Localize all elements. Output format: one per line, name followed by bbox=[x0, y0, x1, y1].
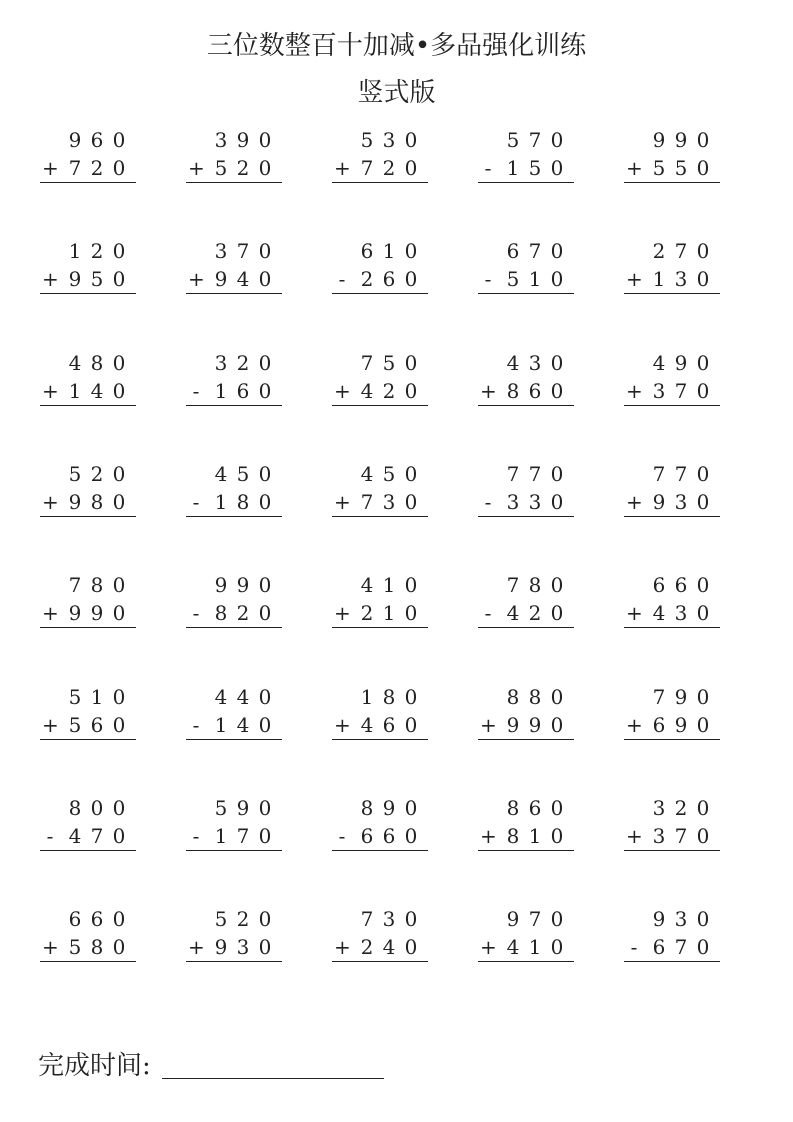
problem-7-1 bbox=[40, 794, 136, 850]
bottom-row bbox=[332, 488, 428, 517]
bottom-operand: 1 3 0 bbox=[652, 267, 710, 292]
page-subtitle: 竖式版 bbox=[357, 78, 436, 108]
operator: + bbox=[480, 378, 497, 403]
operator: + bbox=[626, 378, 643, 403]
problem-6-4 bbox=[478, 683, 574, 739]
operator: + bbox=[480, 935, 497, 960]
bottom-row bbox=[624, 377, 720, 406]
problem-8-2 bbox=[186, 905, 282, 961]
operator: + bbox=[42, 489, 59, 514]
bottom-row bbox=[332, 711, 428, 740]
bottom-row bbox=[478, 377, 574, 406]
operator: + bbox=[334, 935, 351, 960]
top-operand: 7 8 0 bbox=[68, 573, 126, 598]
problem-6-5 bbox=[624, 683, 720, 739]
operator: + bbox=[480, 823, 497, 848]
operator: + bbox=[42, 156, 59, 180]
operator: - bbox=[192, 489, 200, 514]
bottom-operand: 1 7 0 bbox=[214, 823, 272, 848]
bottom-operand: 4 1 0 bbox=[506, 935, 564, 960]
bottom-row bbox=[186, 822, 282, 851]
bottom-row bbox=[478, 154, 574, 183]
operator: + bbox=[334, 712, 351, 737]
bottom-operand: 3 3 0 bbox=[506, 489, 564, 514]
bottom-row bbox=[478, 265, 574, 294]
problem-5-3 bbox=[332, 571, 428, 627]
operator: + bbox=[334, 489, 351, 514]
operator: - bbox=[484, 156, 492, 180]
top-operand: 8 8 0 bbox=[506, 684, 564, 709]
problem-4-1 bbox=[40, 460, 136, 516]
top-operand: 1 2 0 bbox=[68, 239, 126, 264]
bottom-operand: 2 1 0 bbox=[360, 601, 418, 626]
operator: + bbox=[188, 156, 205, 180]
top-operand: 9 9 0 bbox=[214, 573, 272, 598]
operator: + bbox=[42, 601, 59, 626]
bottom-row bbox=[186, 933, 282, 962]
top-operand: 9 6 0 bbox=[68, 128, 126, 152]
bottom-operand: 9 8 0 bbox=[68, 489, 126, 514]
operator: + bbox=[626, 267, 643, 292]
bottom-row bbox=[624, 488, 720, 517]
problem-1-4 bbox=[478, 126, 574, 182]
bottom-row bbox=[624, 154, 720, 183]
operator: - bbox=[192, 601, 200, 626]
bottom-operand: 8 6 0 bbox=[506, 378, 564, 403]
bottom-operand: 3 7 0 bbox=[652, 823, 710, 848]
operator: + bbox=[626, 823, 643, 848]
top-operand: 7 8 0 bbox=[506, 573, 564, 598]
operator: + bbox=[42, 267, 59, 292]
top-operand: 3 2 0 bbox=[652, 795, 710, 820]
bottom-operand: 9 3 0 bbox=[214, 935, 272, 960]
bottom-row bbox=[186, 488, 282, 517]
operator: + bbox=[480, 712, 497, 737]
top-operand: 6 6 0 bbox=[652, 573, 710, 598]
bottom-row bbox=[478, 933, 574, 962]
completion-time-label: 完成时间: bbox=[38, 1051, 151, 1081]
bottom-row bbox=[186, 599, 282, 628]
top-operand: 7 7 0 bbox=[506, 461, 564, 486]
problem-7-3 bbox=[332, 794, 428, 850]
top-operand: 3 2 0 bbox=[214, 350, 272, 375]
bottom-row bbox=[40, 265, 136, 294]
top-operand: 3 7 0 bbox=[214, 239, 272, 264]
top-operand: 1 8 0 bbox=[360, 684, 418, 709]
top-operand: 3 9 0 bbox=[214, 128, 272, 152]
bottom-row bbox=[332, 377, 428, 406]
top-operand: 8 0 0 bbox=[68, 795, 126, 820]
bottom-row bbox=[332, 933, 428, 962]
bottom-operand: 9 4 0 bbox=[214, 267, 272, 292]
top-operand: 4 8 0 bbox=[68, 350, 126, 375]
bottom-row bbox=[40, 377, 136, 406]
completion-time-blank[interactable] bbox=[162, 1078, 384, 1079]
problem-3-1 bbox=[40, 349, 136, 405]
bottom-row bbox=[40, 599, 136, 628]
bottom-row bbox=[186, 265, 282, 294]
bottom-row bbox=[332, 599, 428, 628]
operator: + bbox=[334, 601, 351, 626]
bottom-operand: 4 2 0 bbox=[506, 601, 564, 626]
top-operand: 9 7 0 bbox=[506, 907, 564, 932]
bottom-operand: 8 2 0 bbox=[214, 601, 272, 626]
problem-5-5 bbox=[624, 571, 720, 627]
operator: + bbox=[626, 489, 643, 514]
operator: - bbox=[484, 267, 492, 292]
bottom-operand: 5 8 0 bbox=[68, 935, 126, 960]
top-operand: 4 9 0 bbox=[652, 350, 710, 375]
bottom-row bbox=[332, 265, 428, 294]
problem-4-4 bbox=[478, 460, 574, 516]
operator: + bbox=[42, 378, 59, 403]
top-operand: 5 3 0 bbox=[360, 128, 418, 152]
bottom-operand: 4 2 0 bbox=[360, 378, 418, 403]
bottom-row bbox=[478, 822, 574, 851]
top-operand: 6 7 0 bbox=[506, 239, 564, 264]
top-operand: 5 7 0 bbox=[506, 128, 564, 152]
top-operand: 4 1 0 bbox=[360, 573, 418, 598]
problem-6-2 bbox=[186, 683, 282, 739]
problem-1-3 bbox=[332, 126, 428, 182]
problem-1-5 bbox=[624, 126, 720, 182]
problem-7-4 bbox=[478, 794, 574, 850]
problem-8-3 bbox=[332, 905, 428, 961]
bottom-row bbox=[186, 377, 282, 406]
bottom-row bbox=[624, 822, 720, 851]
problem-3-4 bbox=[478, 349, 574, 405]
bottom-row bbox=[624, 265, 720, 294]
problem-3-2 bbox=[186, 349, 282, 405]
problem-3-3 bbox=[332, 349, 428, 405]
bottom-operand: 9 3 0 bbox=[652, 489, 710, 514]
bottom-operand: 7 2 0 bbox=[360, 156, 418, 180]
bottom-operand: 4 6 0 bbox=[360, 712, 418, 737]
bottom-operand: 4 7 0 bbox=[68, 823, 126, 848]
bottom-operand: 5 1 0 bbox=[506, 267, 564, 292]
problem-1-2 bbox=[186, 126, 282, 182]
problem-2-5 bbox=[624, 237, 720, 293]
operator: + bbox=[626, 601, 643, 626]
operator: + bbox=[626, 712, 643, 737]
bottom-row bbox=[40, 154, 136, 183]
operator: - bbox=[338, 267, 346, 292]
bottom-row bbox=[186, 711, 282, 740]
top-operand: 5 1 0 bbox=[68, 684, 126, 709]
bottom-operand: 9 9 0 bbox=[506, 712, 564, 737]
problem-6-3 bbox=[332, 683, 428, 739]
top-operand: 5 9 0 bbox=[214, 795, 272, 820]
bottom-operand: 1 8 0 bbox=[214, 489, 272, 514]
bottom-operand: 1 5 0 bbox=[506, 156, 564, 180]
problem-2-3 bbox=[332, 237, 428, 293]
bottom-operand: 8 1 0 bbox=[506, 823, 564, 848]
bottom-operand: 7 2 0 bbox=[68, 156, 126, 180]
bottom-operand: 5 5 0 bbox=[652, 156, 710, 180]
top-operand: 7 7 0 bbox=[652, 461, 710, 486]
bottom-row bbox=[40, 822, 136, 851]
operator: - bbox=[484, 601, 492, 626]
problem-7-2 bbox=[186, 794, 282, 850]
problem-5-2 bbox=[186, 571, 282, 627]
bottom-operand: 6 9 0 bbox=[652, 712, 710, 737]
top-operand: 2 7 0 bbox=[652, 239, 710, 264]
problem-8-5 bbox=[624, 905, 720, 961]
problem-3-5 bbox=[624, 349, 720, 405]
bottom-operand: 5 6 0 bbox=[68, 712, 126, 737]
bottom-row bbox=[624, 933, 720, 962]
problem-4-2 bbox=[186, 460, 282, 516]
page-title: 三位数整百十加减•多品强化训练 bbox=[206, 31, 587, 61]
problem-7-5 bbox=[624, 794, 720, 850]
problem-4-3 bbox=[332, 460, 428, 516]
top-operand: 7 3 0 bbox=[360, 907, 418, 932]
bottom-row bbox=[624, 711, 720, 740]
operator: - bbox=[46, 823, 54, 848]
bottom-row bbox=[40, 711, 136, 740]
bottom-row bbox=[40, 933, 136, 962]
operator: + bbox=[188, 267, 205, 292]
top-operand: 5 2 0 bbox=[68, 461, 126, 486]
top-operand: 7 5 0 bbox=[360, 350, 418, 375]
bottom-operand: 7 3 0 bbox=[360, 489, 418, 514]
problem-6-1 bbox=[40, 683, 136, 739]
problem-1-1 bbox=[40, 126, 136, 182]
top-operand: 4 5 0 bbox=[214, 461, 272, 486]
problem-5-1 bbox=[40, 571, 136, 627]
bottom-operand: 1 4 0 bbox=[214, 712, 272, 737]
bottom-operand: 5 2 0 bbox=[214, 156, 272, 180]
problem-8-4 bbox=[478, 905, 574, 961]
operator: - bbox=[192, 378, 200, 403]
operator: + bbox=[626, 156, 643, 180]
bottom-operand: 9 5 0 bbox=[68, 267, 126, 292]
bottom-row bbox=[624, 599, 720, 628]
top-operand: 4 3 0 bbox=[506, 350, 564, 375]
bottom-operand: 3 7 0 bbox=[652, 378, 710, 403]
operator: + bbox=[334, 378, 351, 403]
top-operand: 9 3 0 bbox=[652, 907, 710, 932]
operator: + bbox=[188, 935, 205, 960]
bottom-operand: 6 6 0 bbox=[360, 823, 418, 848]
operator: + bbox=[42, 712, 59, 737]
problem-8-1 bbox=[40, 905, 136, 961]
bottom-operand: 4 3 0 bbox=[652, 601, 710, 626]
problem-2-2 bbox=[186, 237, 282, 293]
operator: - bbox=[630, 935, 638, 960]
top-operand: 7 9 0 bbox=[652, 684, 710, 709]
top-operand: 8 6 0 bbox=[506, 795, 564, 820]
bottom-row bbox=[478, 488, 574, 517]
operator: + bbox=[42, 935, 59, 960]
bottom-row bbox=[40, 488, 136, 517]
problem-5-4 bbox=[478, 571, 574, 627]
bottom-row bbox=[186, 154, 282, 183]
top-operand: 8 9 0 bbox=[360, 795, 418, 820]
bottom-operand: 2 4 0 bbox=[360, 935, 418, 960]
problem-4-5 bbox=[624, 460, 720, 516]
top-operand: 6 6 0 bbox=[68, 907, 126, 932]
top-operand: 4 4 0 bbox=[214, 684, 272, 709]
bottom-row bbox=[332, 822, 428, 851]
problem-2-4 bbox=[478, 237, 574, 293]
bottom-operand: 1 4 0 bbox=[68, 378, 126, 403]
top-operand: 5 2 0 bbox=[214, 907, 272, 932]
top-operand: 6 1 0 bbox=[360, 239, 418, 264]
bottom-row bbox=[478, 711, 574, 740]
bottom-operand: 1 6 0 bbox=[214, 378, 272, 403]
bottom-row bbox=[478, 599, 574, 628]
operator: - bbox=[484, 489, 492, 514]
bottom-operand: 9 9 0 bbox=[68, 601, 126, 626]
bottom-row bbox=[332, 154, 428, 183]
operator: - bbox=[192, 712, 200, 737]
top-operand: 9 9 0 bbox=[652, 128, 710, 152]
top-operand: 4 5 0 bbox=[360, 461, 418, 486]
bottom-operand: 6 7 0 bbox=[652, 935, 710, 960]
operator: - bbox=[338, 823, 346, 848]
operator: - bbox=[192, 823, 200, 848]
bottom-operand: 2 6 0 bbox=[360, 267, 418, 292]
operator: + bbox=[334, 156, 351, 180]
problem-2-1 bbox=[40, 237, 136, 293]
